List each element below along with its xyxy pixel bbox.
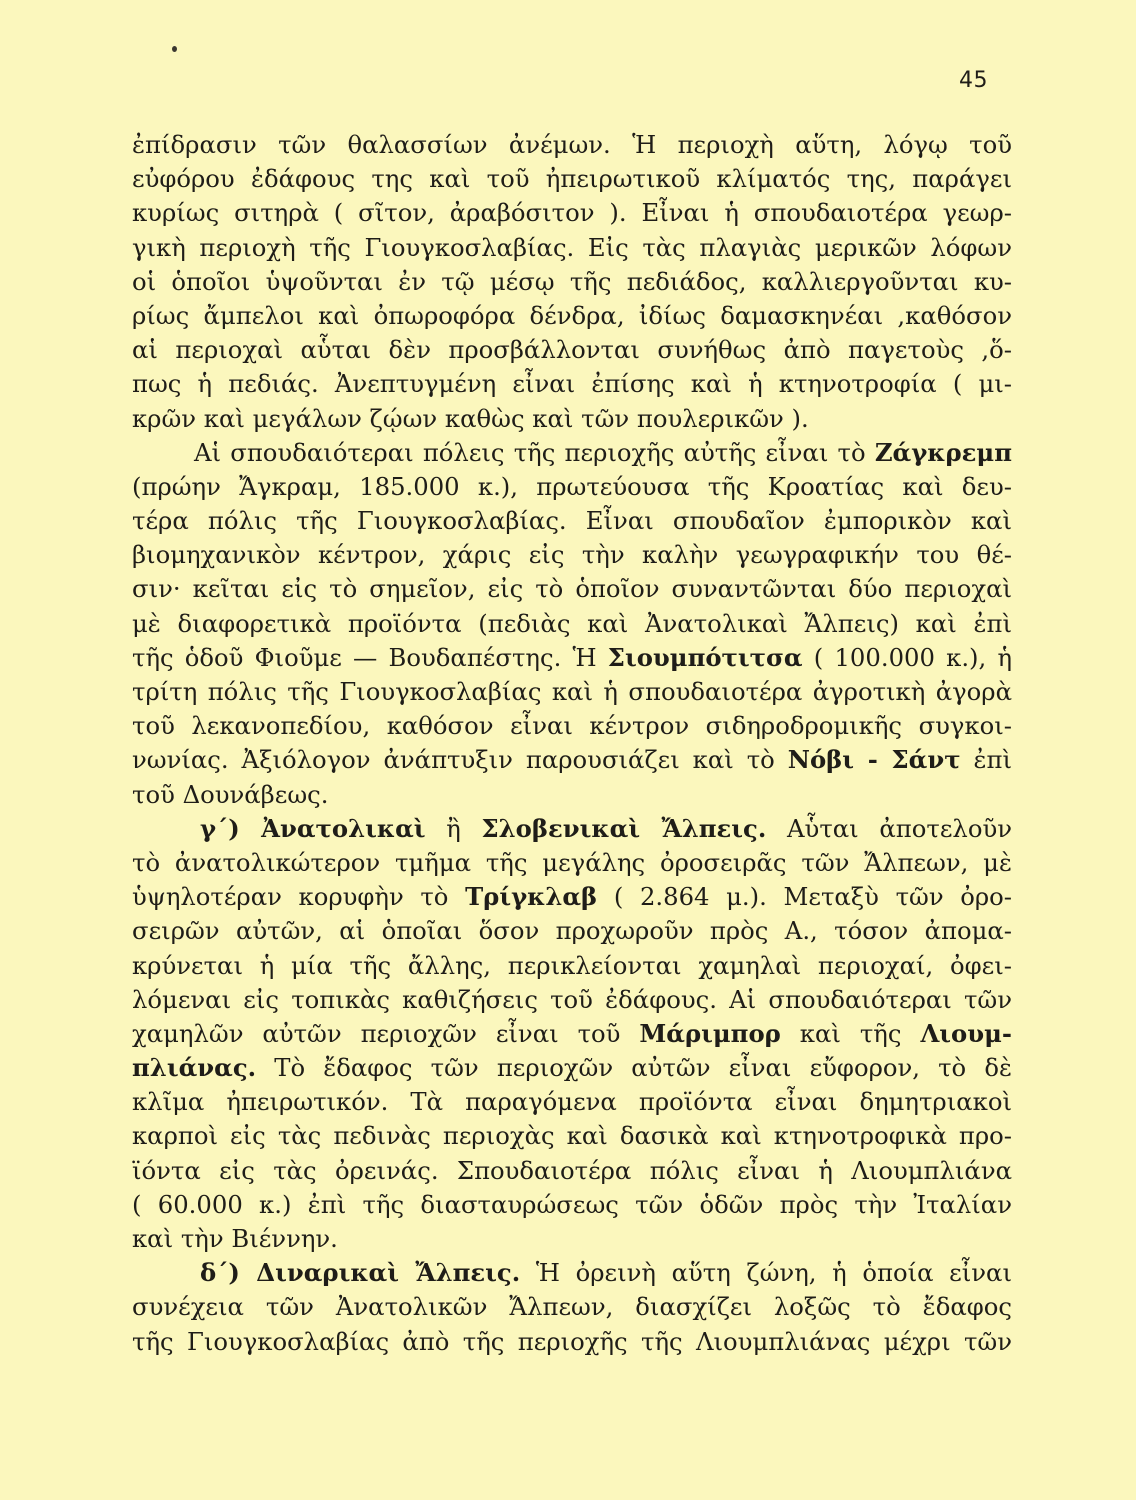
text-line <box>132 402 1012 436</box>
text-run: τοῦ Δουνάβεως. <box>132 779 329 809</box>
text-run: καὶ τὴν Βιέννην. <box>132 1224 338 1253</box>
bold-term: Τρίγκλαβ <box>465 882 598 912</box>
body-text <box>132 128 1012 1359</box>
text-run: Αἱ σπουδαιότεραι πόλεις τῆς περιοχῆς αὐτῆς εἶναι τὸ <box>194 437 875 467</box>
text-line <box>132 709 1012 743</box>
text-line <box>132 880 1012 914</box>
text-run: οἱ ὁποῖοι ὑψοῦνται ἐν τῷ μέσῳ τῆς πεδιάδος, καλλιεργοῦνται κυ- <box>132 266 1012 296</box>
text-run: ἐπίδρασιν τῶν θαλασσίων ἀνέμων. Ἡ περιοχὴ αὕτη, λόγῳ τοῦ <box>132 130 1012 159</box>
text-line <box>132 1154 1012 1188</box>
text-run: σειρῶν αὐτῶν, αἱ ὁποῖαι ὅσον προχωροῦν πρὸς Α., τόσον ἀπομα- <box>132 916 1012 946</box>
bold-term: Ζάγκρεμπ <box>874 437 1012 467</box>
text-line <box>132 1051 1012 1085</box>
text-run: γικὴ περιοχὴ τῆς Γιουγκοσλαβίας. Εἰς τὰς πλαγιὰς μερικῶν λόφων <box>132 232 1012 262</box>
text-run: βιομηχανικὸν κέντρον, χάρις εἰς τὴν καλὴν γεωγραφικήν του θέ- <box>132 540 1012 570</box>
text-line <box>132 572 1012 606</box>
text-run: τρίτη πόλις τῆς Γιουγκοσλαβίας καὶ ἡ σπουδαιοτέρα ἀγροτικὴ ἀγορὰ <box>132 677 1012 706</box>
text-run: κρύνεται ἡ μία τῆς ἄλλης, περικλείονται χαμηλαὶ περιοχαί, ὀφει- <box>132 950 1012 980</box>
page-number: 45 <box>959 68 988 93</box>
text-line <box>132 436 1012 470</box>
text-line <box>132 1085 1012 1119</box>
bold-term: δ΄) Διναρικαὶ Ἄλπεις. <box>200 1258 521 1288</box>
text-line <box>132 675 1012 709</box>
text-run: Τὸ ἔδαφος τῶν περιοχῶν αὐτῶν εἶναι εὔφορον, τὸ δὲ <box>256 1053 1012 1083</box>
text-run: μὲ διαφορετικὰ προϊόντα (πεδιὰς καὶ Ἀνατολικαὶ Ἄλπεις) καὶ ἐπὶ <box>132 608 1012 638</box>
text-line <box>132 1222 1012 1256</box>
text-line <box>132 949 1012 983</box>
text-line <box>132 299 1012 333</box>
text-line <box>132 1017 1012 1051</box>
ink-speck <box>172 46 177 52</box>
text-run: νωνίας. Ἀξιόλογον ἀνάπτυξιν παρουσιάζει καὶ τὸ <box>132 745 788 775</box>
bold-term: γ΄) Ἀνατολικαὶ <box>200 813 426 843</box>
text-run: Ἡ ὀρεινὴ αὕτη ζώνη, ἡ ὁποία εἶναι <box>520 1258 1012 1288</box>
bold-term: Λιουμ- <box>920 1018 1012 1048</box>
text-run: ( 100.000 κ.), ἡ <box>802 642 1012 672</box>
text-run: ἢ <box>425 813 482 843</box>
text-run: πως ἡ πεδιάς. Ἀνεπτυγμένη εἶναι ἐπίσης καὶ ἡ κτηνοτροφία ( μι- <box>132 369 1012 399</box>
text-line <box>132 196 1012 230</box>
text-line <box>132 743 1012 777</box>
text-line <box>132 231 1012 265</box>
text-line <box>132 1290 1012 1324</box>
text-run: κρῶν καὶ μεγάλων ζῴων καθὼς καὶ τῶν πουλερικῶν ). <box>132 403 809 433</box>
text-run: ( 60.000 κ.) ἐπὶ τῆς διασταυρώσεως τῶν ὁδῶν πρὸς τὴν Ἰταλίαν <box>132 1189 1012 1219</box>
text-run: τῆς ὁδοῦ Φιοῦμε — Βουδαπέστης. Ἡ <box>132 642 608 672</box>
text-line <box>132 914 1012 948</box>
bold-term: Μάριμπορ <box>639 1018 781 1048</box>
text-run: Αὗται ἀποτελοῦν <box>766 813 1012 843</box>
text-run: τὸ ἀνατολικώτερον τμῆμα τῆς μεγάλης ὀροσειρᾶς τῶν Ἄλπεων, μὲ <box>132 847 1012 877</box>
text-line <box>132 470 1012 504</box>
text-run: συνέχεια τῶν Ἀνατολικῶν Ἄλπεων, διασχίζει λοξῶς τὸ ἔδαφος <box>132 1292 1012 1322</box>
text-run: χαμηλῶν αὐτῶν περιοχῶν εἶναι τοῦ <box>132 1018 640 1048</box>
text-line <box>132 1188 1012 1222</box>
text-run: ρίως ἄμπελοι καὶ ὀπωροφόρα δένδρα, ἰδίως δαμασκηνέαι ,καθόσον <box>132 300 1012 330</box>
text-run: τοῦ λεκανοπεδίου, καθόσον εἶναι κέντρον σιδηροδρομικῆς συγκοι- <box>132 711 1012 741</box>
text-line <box>132 504 1012 538</box>
text-run: (πρώην Ἄγκραμ, 185.000 κ.), πρωτεύουσα τῆς Κροατίας καὶ δευ- <box>132 471 1012 501</box>
text-line <box>132 983 1012 1017</box>
text-line <box>132 641 1012 675</box>
text-run: κλῖμα ἠπειρωτικόν. Τὰ παραγόμενα προϊόντα εἶναι δημητριακοὶ <box>132 1087 1012 1117</box>
bold-term: Σλοβενικαὶ Ἄλπεις. <box>481 813 767 843</box>
text-line <box>132 265 1012 299</box>
text-run: αἱ περιοχαὶ αὗται δὲν προσβάλλονται συνήθως ἀπὸ παγετοὺς ,ὅ- <box>132 335 1012 365</box>
text-run: λόμεναι εἰς τοπικὰς καθιζήσεις τοῦ ἐδάφους. Αἱ σπουδαιότεραι τῶν <box>132 984 1012 1014</box>
text-run: σιν· κεῖται εἰς τὸ σημεῖον, εἰς τὸ ὁποῖον συναντῶνται δύο περιοχαὶ <box>132 574 1012 604</box>
text-line <box>132 162 1012 196</box>
text-run: ( 2.864 μ.). Μεταξὺ τῶν ὀρο- <box>597 882 1012 912</box>
bold-term: Σιουμπότιτσα <box>607 642 803 672</box>
text-line <box>132 812 1012 846</box>
text-line <box>132 1325 1012 1359</box>
text-line <box>132 128 1012 162</box>
text-line <box>132 846 1012 880</box>
bold-term: πλιάνας. <box>132 1053 257 1083</box>
text-run: τῆς Γιουγκοσλαβίας ἀπὸ τῆς περιοχῆς τῆς Λιουμπλιάνας μέχρι τῶν <box>132 1326 1012 1356</box>
text-run: κυρίως σιτηρὰ ( σῖτον, ἀραβόσιτον ). Εἶναι ἡ σπουδαιοτέρα γεωρ- <box>132 198 1012 228</box>
text-line <box>132 333 1012 367</box>
text-line <box>132 1119 1012 1153</box>
text-line <box>132 367 1012 401</box>
text-run: τέρα πόλις τῆς Γιουγκοσλαβίας. Εἶναι σπουδαῖον ἐμπορικὸν καὶ <box>132 506 1012 536</box>
text-line <box>132 778 1012 812</box>
text-run: καὶ τῆς <box>780 1018 921 1048</box>
text-line <box>132 1256 1012 1290</box>
text-run: εὐφόρου ἐδάφους της καὶ τοῦ ἠπειρωτικοῦ κλίματός της, παράγει <box>132 164 1012 194</box>
text-run: ϊόντα εἰς τὰς ὀρεινάς. Σπουδαιοτέρα πόλις εἶναι ἡ Λιουμπλιάνα <box>132 1155 1012 1185</box>
text-run: καρποὶ εἰς τὰς πεδινὰς περιοχὰς καὶ δασικὰ καὶ κτηνοτροφικὰ προ- <box>132 1121 1012 1151</box>
text-line <box>132 538 1012 572</box>
text-run: ὑψηλοτέραν κορυφὴν τὸ <box>132 882 466 912</box>
bold-term: Νόβι - Σάντ <box>787 745 961 775</box>
text-line <box>132 607 1012 641</box>
text-run: ἐπὶ <box>960 745 1013 775</box>
